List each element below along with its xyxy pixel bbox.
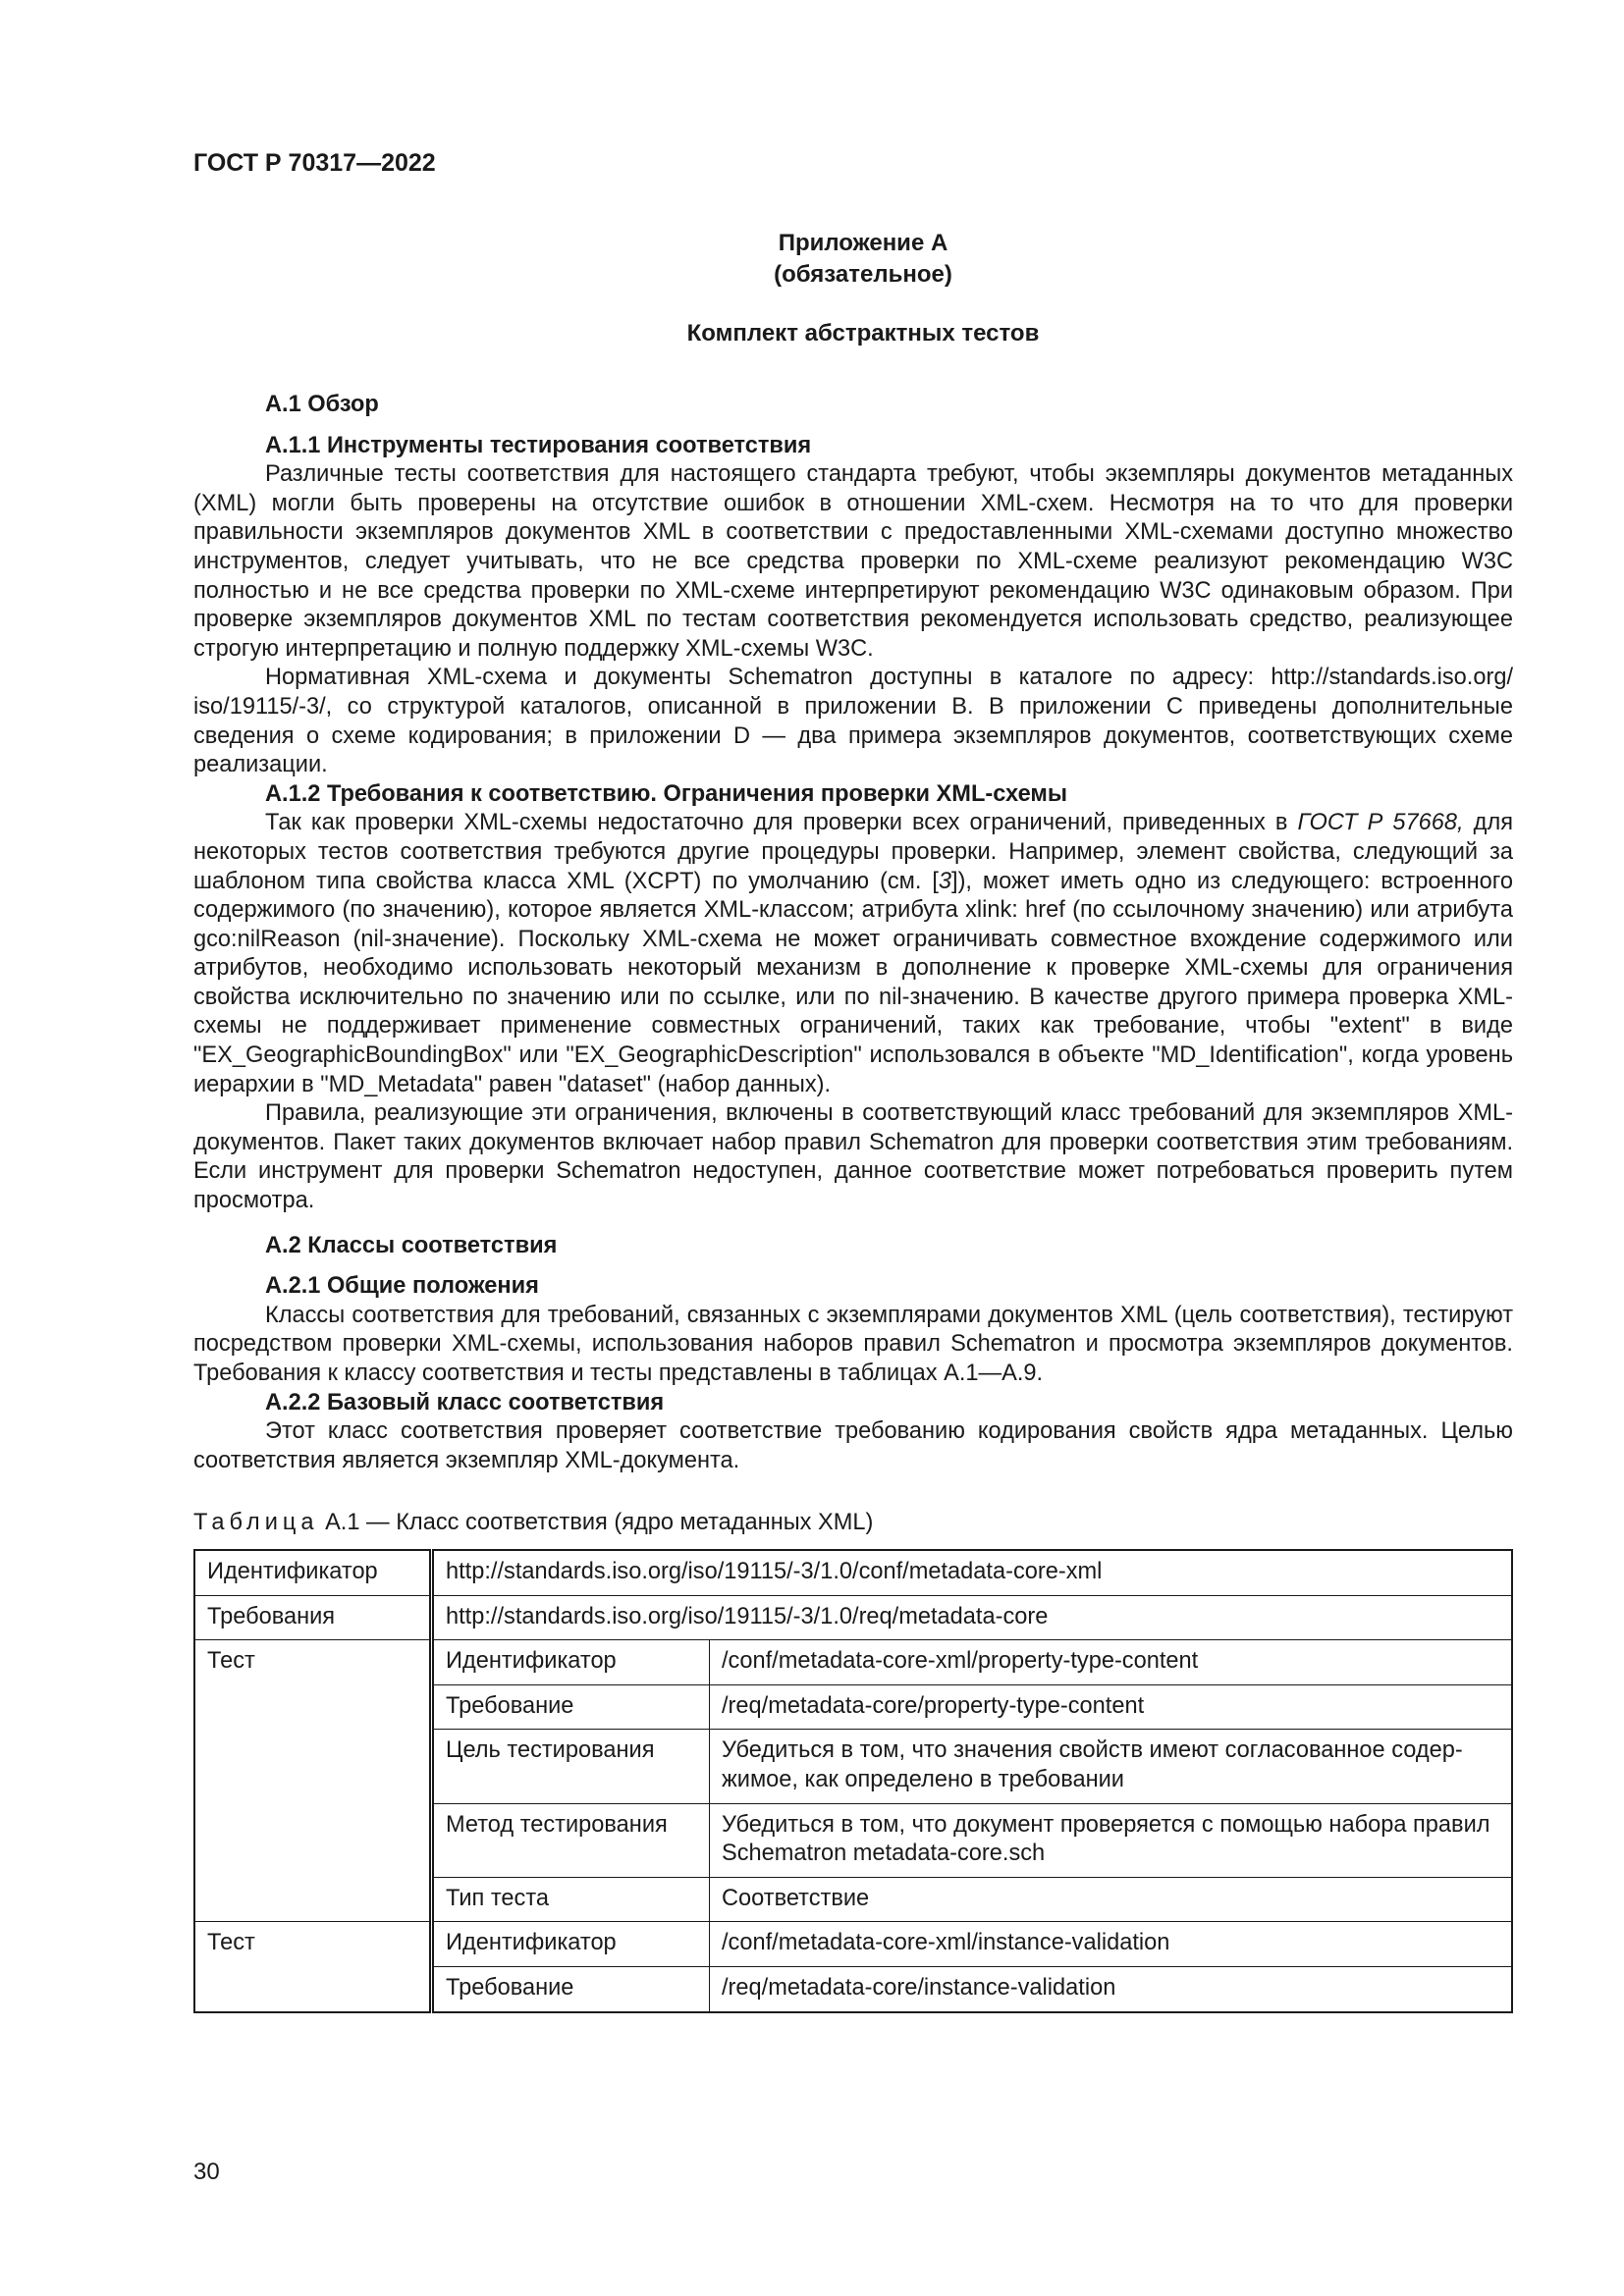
conformance-table [193, 1549, 1513, 2013]
section-a12-heading: А.1.2 Требования к соответствию. Ограничения проверки XML-схемы [265, 780, 1067, 807]
annex-title: Комплект абстрактных тестов [686, 320, 1040, 347]
page-number: 30 [193, 2159, 220, 2185]
test-key: Требование [432, 1684, 710, 1730]
test-value: Убедиться в том, что значения свойств имеют согласованное содержимое, как определено в требовании [710, 1730, 1513, 1803]
table-row [194, 1922, 1512, 1967]
section-a2-heading: А.2 Классы соответствия [265, 1232, 558, 1258]
test-value: /req/metadata-core/instance-validation [710, 1966, 1513, 2011]
annex-heading [51, 228, 1624, 291]
requirements-value: http://standards.iso.org/iso/19115/-3/1.0/req/metadata-core [432, 1595, 1513, 1640]
document-code: ГОСТ Р 70317—2022 [193, 149, 436, 177]
paragraph-5: Классы соответствия для требований, связанных с экземплярами документов XML (цель соответствия), тестируют посредством проверки XML-схемы, использования наборов правил Schematron и просмотра экземпляров документов. Требования к классу соответствия и тесты представлены в таблицах А.1—А.9. [193, 1302, 1513, 1386]
test-key: Метод тестирования [432, 1803, 710, 1877]
table-caption: Таблица А.1 — Класс соответствия (ядро метаданных XML) [193, 1510, 874, 1535]
identifier-value: http://standards.iso.org/iso/19115/-3/1.0/conf/metadata-core-xml [432, 1550, 1513, 1595]
paragraph-4: Правила, реализующие эти ограничения, включены в соответствующий класс требований для экземпляров XML-документов. Пакет таких документов включает набор правил Schematron для проверки соответствия этим требованиям. Если инструмент для проверки Schematron недоступен, данное соответствие может потребоваться проверить путем просмотра. [193, 1100, 1513, 1214]
annex-status: (обязательное) [774, 261, 952, 288]
test-key: Идентификатор [432, 1922, 710, 1967]
test-value: Убедиться в том, что документ проверяется с помощью набора правил Schematron metadata-core.sch [710, 1803, 1513, 1877]
test-label: Тест [194, 1922, 432, 2012]
test-value: /conf/metadata-core-xml/instance-validation [710, 1922, 1513, 1967]
table-row [194, 1595, 1512, 1640]
paragraph-6: Этот класс соответствия проверяет соответствие требованию кодирования свойств ядра метаданных. Целью соответствия является экземпляр XML-документа. [193, 1418, 1513, 1473]
table-row [194, 1550, 1512, 1595]
test-key: Цель тестирования [432, 1730, 710, 1803]
paragraph-1: Различные тесты соответствия для настоящего стандарта требуют, чтобы экземпляры документов метаданных (XML) могли быть проверены на отсутствие ошибок в отношении XML-схем. Несмотря на то что для проверки правильности экземпляров документов XML в соответствии с предоставленными XML-схемами доступно множество инструментов, следует учитывать, что не все средства проверки по XML-схеме реализуют рекомендацию W3C полностью и не все средства проверки по XML-схеме интерпретируют рекомендацию W3C одинаковым образом. При проверке экземпляров документов XML по тестам соответствия рекомендуется использовать средство, реализующее строгую интерпретацию и полную поддержку XML-схемы W3C. [193, 461, 1513, 662]
document-body [193, 391, 1513, 1475]
paragraph-3: Так как проверки XML-схемы недостаточно для проверки всех ограничений, приведенных в ГОСТ Р 57668, для некоторых тестов соответствия требуются другие процедуры проверки. Например, элемент свойства, следующий за шаблоном типа свойства класса XML (XCPT) по умолчанию (см. [3]), может иметь одно из следующего: встроенного содержимого (по значению), которое является XML-классом; атрибута xlink: href (по ссылочному значению) или атрибута gco:nilReason (nil-значение). Поскольку XML-схема не может ограничивать совместное вхождение содержимого или атрибутов, необходимо использовать некоторый механизм в дополнение к проверке XML-схемы для ограничения свойства исключительно по значению или по ссылке, или по nil-значению. В качестве другого примера проверка XML-схемы не поддерживает применение совместных ограничений, таких как требование, чтобы "extent" в виде "EX_GeographicBoundingBox" или "EX_GeographicDescription" использовался в объекте "MD_Identification", когда уровень иерархии в "MD_Metadata" равен "dataset" (набор данных). [193, 810, 1513, 1097]
section-a1-heading: А.1 Обзор [265, 392, 379, 417]
requirements-label: Требования [194, 1595, 432, 1640]
test-key: Тип теста [432, 1877, 710, 1922]
section-a11-heading: А.1.1 Инструменты тестирования соответствия [265, 432, 812, 458]
table-row [194, 1640, 1512, 1685]
test-value: /req/metadata-core/property-type-content [710, 1684, 1513, 1730]
test-value: Соответствие [710, 1877, 1513, 1922]
paragraph-2: Нормативная XML-схема и документы Schematron доступны в каталоге по адресу: http://standards.iso.org/ iso/19115/-3/, со структурой каталогов, описанной в приложении В. В приложении С приведены дополнительные сведения о схеме кодирования; в приложении D — два примера экземпляров документов, соответствующих схеме реализации. [193, 665, 1513, 778]
annex-label: Приложение А [778, 230, 948, 256]
test-label: Тест [194, 1640, 432, 1922]
reference-bib: 3 [938, 868, 952, 894]
reference-gost: ГОСТ Р 57668, [1297, 810, 1464, 836]
test-value: /conf/metadata-core-xml/property-type-content [710, 1640, 1513, 1685]
identifier-label: Идентификатор [194, 1550, 432, 1595]
test-key: Идентификатор [432, 1640, 710, 1685]
test-key: Требование [432, 1966, 710, 2011]
section-a21-heading: А.2.1 Общие положения [265, 1273, 539, 1300]
section-a22-heading: А.2.2 Базовый класс соответствия [265, 1389, 665, 1415]
